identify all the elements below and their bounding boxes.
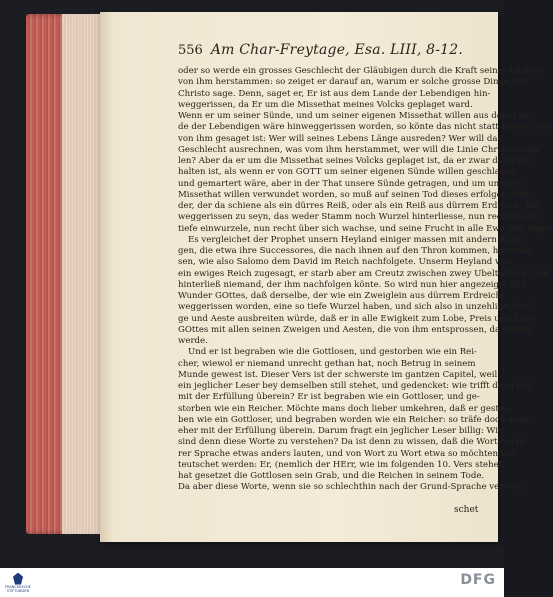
text-line: werde. [178,336,208,346]
text-line: cher, wiewol er niemand unrecht gethan hat, noch Betrug in seinem [178,358,476,369]
text-line: storben wie ein Reicher. Möchte mans doch lieber umkehren, daß er gestor- [178,403,512,414]
text-line: len? Aber da er um die Missethat seines Volcks geplaget ist, da er zwar dafür ge- [178,156,532,166]
running-head [178,42,498,64]
catchword: schet [454,505,479,515]
text-line: Und er ist begraben wie die Gottlosen, und gestorben wie ein Rei- [188,347,477,358]
text-line: Christo sage. Denn, saget er, Er ist aus dem Lande der Lebendigen hin- [178,88,491,99]
text-line: halten ist, als wenn er von GOTT um seiner eigenen Sünde willen geschlagen [178,167,517,178]
logo-emblem-icon [13,573,23,585]
text-line: und gemartert wäre, aber in der That unsere Sünde getragen, und um unserer [178,178,523,189]
footer-bar [0,568,504,597]
text-line: Wunder GOttes, daß derselbe, der wie ein Zweiglein aus dürrem Erdreiche [178,291,507,301]
text-line: oder so werde ein grosses Geschlecht der Gläubigen durch die Kraft seines Leidens [178,66,544,76]
text-line: hat gesetzet die Gottlosen sein Grab, und die Reichen in seinem Tode. [178,471,485,481]
text-line: sind denn diese Worte zu verstehen? Da ist denn zu wissen, daß die Worte in ih- [178,437,528,448]
text-line: sen, wie also Salomo dem David im Reich nachfolgete. Unserm Heyland war [178,257,512,268]
text-line: ge und Aeste ausbreiten würde, daß er in alle Ewigkeit zum Lobe, Preis und Ehre [178,313,535,324]
text-line: Wenn er um seiner Sünde, und um seiner eigenen Missethat willen aus dem Lan- [178,111,533,121]
text-line: von ihm herstammen: so zeiget er darauf an, warum er solche grosse Dinge von [178,77,528,88]
text-line: teutschet werden: Er, (nemlich der HErr, wie im folgenden 10. Vers stehet) [178,459,506,470]
text-line: gen, die etwa ihre Successores, die nach ihnen auf den Thron kommen, hinterlas- [178,246,535,256]
text-line: weggerissen zu seyn, das weder Stamm noch Wurzel hinterliesse, nun recht in das [178,212,540,223]
text-line: Munde gewest ist. Dieser Vers ist der schwerste im gantzen Capitel, weil [178,369,498,380]
text-line: Da aber diese Worte, wenn sie so schlechthin nach der Grund-Sprache verteut- [178,482,524,493]
logo-text: FRANCKESCHE STIFTUNGEN [5,584,31,593]
text-line: von ihm gesaget ist: Wer will seines Lebens Länge ausreden? Wer will das [178,133,502,144]
text-line: weggerissen, da Er um die Missethat meines Volcks geplaget ward. [178,99,473,110]
text-line: GOttes mit allen seinen Zweigen und Aesten, die von ihm entsprossen, da stehen [178,324,532,335]
body-text [178,66,553,506]
page-number: 556 [178,43,203,58]
text-line: ben wie ein Gottloser, und begraben worden wie ein Reicher: so träfe doch etwa [178,414,530,425]
text-line: weggerissen worden, eine so tiefe Wurzel haben, und sich also in unzehlige Zwei- [178,302,535,313]
text-line: tiefe einwurzele, nun recht über sich wachse, und seine Frucht in alle Ewigkeit trage. [178,223,553,234]
running-title: Am Char-Freytage, Esa. LIII, 8-12. [210,42,464,58]
paragraph [178,234,550,348]
paragraph [178,347,532,493]
text-line: ein jeglicher Leser bey demselben still stehet, und gedencket: wie trifft denn das [178,381,532,391]
text-line: de der Lebendigen wäre hinweggerissen worden, so könte das nicht statt haben, was [178,122,551,133]
text-line: der, der da schiene als ein dürres Reiß, oder als ein Reiß aus dürrem Erdreich, hin- [178,201,542,211]
text-line: mit der Erfüllung überein? Er ist begraben wie ein Gottloser, und ge- [178,392,480,403]
franckesche-stiftungen-logo [2,569,34,596]
text-line: rer Sprache etwas anders lauten, und von Wort zu Wort etwa so möchten ver- [178,448,518,459]
text-line: Geschlecht ausrechnen, was vom ihm herstammet, wer will die Linie Christi erzeh- [178,144,541,155]
text-line: Es vergleichet der Prophet unsern Heyland einiger massen mit andern Köni- [188,234,523,245]
text-line: ein ewiges Reich zugesagt, er starb aber am Creutz zwischen zwey Ubelthätern, und [178,268,550,279]
text-line: hinterließ niemand, der ihm nachfolgen könte. So wird nun hier angezeiget das [178,279,526,290]
text-line: Missethat willen verwundet worden, so muß auf seinen Tod dieses erfolgen, daß [178,189,530,200]
dfg-logo: DFG [460,572,496,588]
text-line: eher mit der Erfüllung überein. Darum fragt ein jeglicher Leser billig: Wie [178,426,504,436]
paragraph [178,66,553,235]
